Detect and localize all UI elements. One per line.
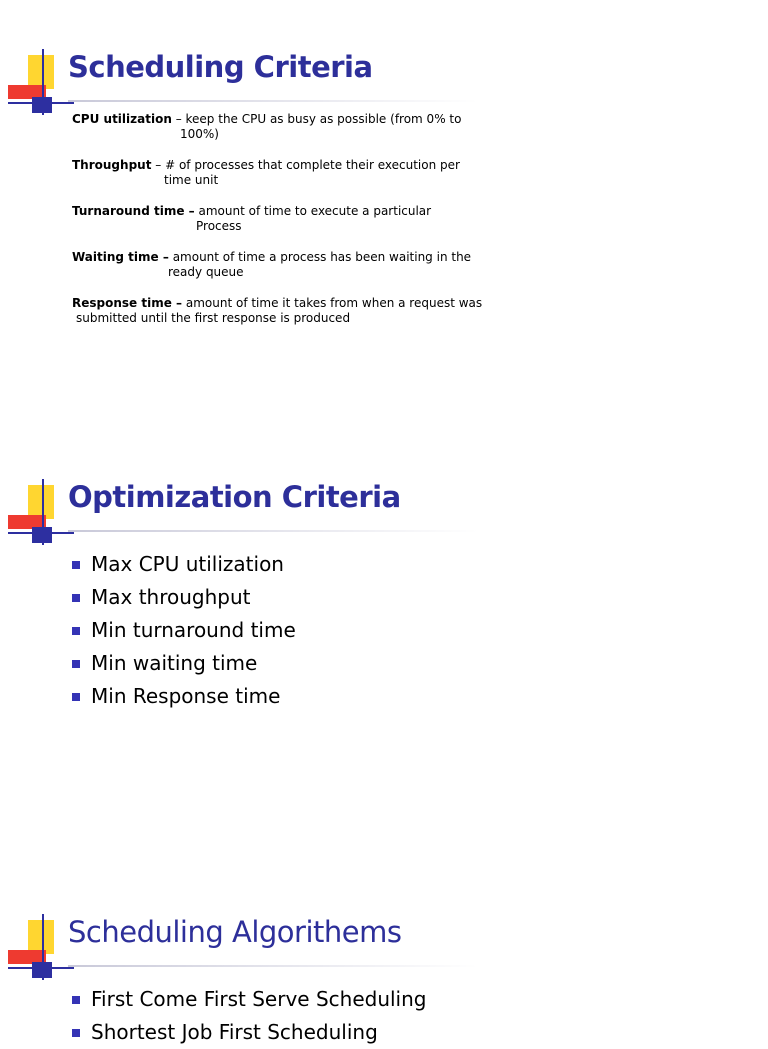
definition-term: CPU utilization (72, 112, 172, 126)
slide-title: Scheduling Criteria (68, 50, 373, 84)
definition-continuation: submitted until the first response is produced (76, 311, 351, 325)
slide-logo-icon (8, 485, 73, 545)
slide-title: Scheduling Algorithems (68, 915, 402, 949)
list-item: Min turnaround time (72, 614, 296, 647)
definition-text: amount of time to execute a particular (198, 204, 432, 218)
slide-logo-icon (8, 55, 73, 115)
slide-scheduling-algorithms (0, 905, 768, 1044)
definition-continuation: 100%) (180, 127, 219, 141)
title-divider (68, 530, 478, 532)
definition-text: amount of time it takes from when a request was (185, 296, 483, 310)
definition-term: Waiting time – (72, 250, 169, 264)
square-bullet-icon (72, 561, 80, 569)
slide-scheduling-criteria (0, 40, 768, 370)
list-item: Shortest Job First Scheduling (72, 1016, 427, 1049)
list-item: Max throughput (72, 581, 296, 614)
title-divider (68, 100, 478, 102)
definition-item: Throughput – # of processes that complete their execution per time unit (72, 158, 492, 188)
list-item: Max CPU utilization (72, 548, 296, 581)
definition-continuation: time unit (164, 173, 219, 187)
definition-text: keep the CPU as busy as possible (from 0% to (185, 112, 462, 126)
definition-continuation: ready queue (168, 265, 244, 279)
bullet-list (72, 983, 427, 1049)
square-bullet-icon (72, 594, 80, 602)
definition-text: # of processes that complete their execution per (165, 158, 460, 172)
definition-list (72, 112, 492, 342)
list-item: Min waiting time (72, 647, 296, 680)
slide-title: Optimization Criteria (68, 480, 401, 514)
definition-item (72, 204, 492, 234)
title-divider (68, 965, 478, 967)
slide-optimization-criteria (0, 470, 768, 770)
definition-text: amount of time a process has been waiting in the (172, 250, 472, 264)
definition-term: Turnaround time – (72, 204, 195, 218)
definition-item (72, 250, 492, 280)
square-bullet-icon (72, 693, 80, 701)
square-bullet-icon (72, 996, 80, 1004)
bullet-list (72, 548, 296, 713)
definition-term: Response time – (72, 296, 183, 310)
definition-term: Throughput (72, 158, 152, 172)
square-bullet-icon (72, 1029, 80, 1037)
definition-item (72, 296, 492, 326)
definition-item: CPU utilization – keep the CPU as busy as possible (from 0% to 100%) (72, 112, 492, 142)
slide-logo-icon (8, 920, 73, 980)
square-bullet-icon (72, 627, 80, 635)
list-item: First Come First Serve Scheduling (72, 983, 427, 1016)
square-bullet-icon (72, 660, 80, 668)
definition-continuation: Process (196, 219, 242, 233)
list-item: Min Response time (72, 680, 296, 713)
